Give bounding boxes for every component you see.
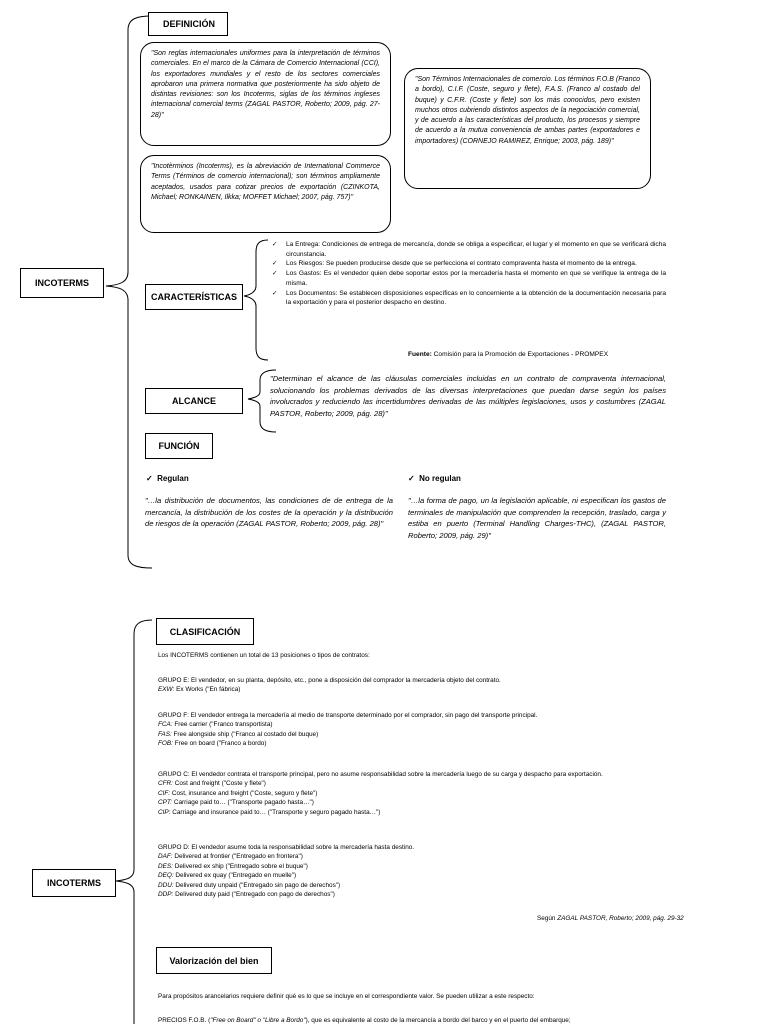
caracteristicas-label: CARACTERÍSTICAS bbox=[145, 284, 243, 310]
funcion-label: FUNCIÓN bbox=[145, 433, 213, 459]
caracteristica-documentos: ✓ Los Documentos: Se establecen disposiciones específicas en lo concerniente a la obtención de la documentación necesaria para la exportación y para el posterior despacho en destino. bbox=[272, 289, 666, 307]
definicion-quote-zagal: "Son reglas internacionales uniformes para la interpretación de términos comerciales. En el marco de la Cámara de Comercio Internacional (CCI), los exportadores mundiales y el resto de los sectores comerciales aprobaron una primera normativa que posteriormente ha sido objeto de distintas revisiones: son los Incoterms, siglas de los términos ingleses internacional comercial terms (ZAGAL PASTOR, Roberto; 2009, pág. 27-28)" bbox=[140, 42, 391, 146]
term-fas: FAS: Free alongside ship ("Franco al costado del buque) bbox=[158, 730, 319, 738]
check-icon: ✓ bbox=[272, 260, 278, 268]
grupo-e-title: GRUPO E: El vendedor, en su planta, depósito, etc., pone a disposición del comprador la mercadería objeto del contrato. bbox=[158, 677, 501, 684]
definicion-quote-cornejo: "Son Términos Internacionales de comercio. Los términos F.O.B (Franco a bordo), C.I.F. (Coste, seguro y flete), F.A.S. (Franco al costado del buque) y C.F.R. (Coste y flete) son los más conocidos, pero existen muchos otros cubriendo distintos aspectos de la negociación comercial, y de acuerdo a las características del producto, los procesos y siempre de acuerdo a la mutua conveniencia de ambas partes (exportadores e importadores) (CORNEJO RAMIREZ, Enrique; 2003, pág. 189)" bbox=[404, 68, 651, 189]
term-cif: CIF: Cost, insurance and freight ("Coste, seguro y flete") bbox=[158, 789, 318, 797]
caracteristicas-source: Fuente: Comisión para la Promoción de Exportaciones - PROMPEX bbox=[408, 351, 609, 358]
term-cip: CIP: Carriage and insurance paid to… ("Transporte y seguro pagado hasta…") bbox=[158, 808, 381, 816]
alcance-label: ALCANCE bbox=[145, 388, 243, 414]
check-icon: ✓ bbox=[272, 289, 278, 297]
alcance-quote: "Determinan el alcance de las cláusulas comerciales incluidas en un contrato de compraventa internacional, solucionando los problemas derivados de las diversas interpretaciones que puedan darse según los países involucrados y reduciendo las incertidumbres derivadas de las múltiples legislaciones, usos y costumbres (ZAGAL PASTOR, Roberto; 2009, pág. 28)" bbox=[270, 374, 666, 418]
incoterms-label-2: INCOTERMS bbox=[32, 869, 116, 897]
caracteristica-entrega: ✓ La Entrega: Condiciones de entrega de mercancía, donde se obliga a especificar, el lugar y el momento en que se verificará dicha circunstancia. bbox=[272, 241, 666, 258]
term-deq: DEQ: Delivered ex quay ("Entregado en muelle") bbox=[158, 872, 297, 880]
check-icon: ✓ bbox=[272, 270, 278, 278]
grupo-c-title: GRUPO C: El vendedor contrata el transporte principal, pero no asume responsabilidad sobre la mercadería luego de su carga y despacho para exportación. bbox=[158, 771, 603, 778]
caracteristicas-list bbox=[270, 240, 666, 308]
term-cfr: CFR: Cost and freight ("Coste y flete") bbox=[158, 780, 266, 788]
term-daf: DAF: Delivered at frontier ("Entregado en frontera") bbox=[158, 853, 303, 861]
grupo-d-title: GRUPO D: El vendedor asume toda la responsabilidad sobre la mercadería hasta destino. bbox=[158, 844, 415, 851]
regulan-heading: ✓ Regulan bbox=[146, 474, 189, 483]
grupo-f bbox=[158, 711, 718, 749]
check-icon: ✓ bbox=[146, 474, 153, 483]
check-icon: ✓ bbox=[272, 241, 278, 248]
incoterms-label: INCOTERMS bbox=[20, 268, 104, 298]
grupo-d bbox=[158, 843, 718, 899]
check-icon: ✓ bbox=[408, 474, 415, 483]
grupo-e bbox=[158, 676, 718, 695]
caracteristica-riesgos: ✓ Los Riesgos: Se pueden producirse desde que se perfecciona el contrato compraventa hasta el momento de la entrega. bbox=[272, 260, 637, 268]
no-regulan-heading: ✓ No regulan bbox=[408, 474, 461, 483]
grupo-c bbox=[158, 770, 718, 817]
regulan-text: "…la distribución de documentos, las condiciones de de entrega de la mercancía, la distribución de los costes de la operación y la distribución de riesgos de la operación (ZAGAL PASTOR, Roberto; 2009, pág. 28)" bbox=[145, 496, 393, 528]
definicion-quote-czinkota: "Incotèrminos (Incoterms), es la abreviación de International Commerce Terms (Términos de comercio internacional); son términos ampliamente aceptados, usados para cotizar precios de exportación (CZINKOTA, Michael; RONKAINEN, Ilkka; MOFFET Michael; 2007, pág. 757)" bbox=[140, 155, 391, 233]
clasificacion-intro: Los INCOTERMS contienen un total de 13 posiciones o tipos de contratos: bbox=[158, 652, 370, 659]
clasificacion-label: CLASIFICACIÓN bbox=[156, 618, 254, 645]
term-fca: FCA: Free carrier ("Franco transportista) bbox=[158, 721, 273, 729]
clasificacion-source: Según ZAGAL PASTOR, Roberto; 2009, pág. 29-32 bbox=[537, 915, 684, 922]
valorizacion-text: Para propósitos arancelarios requiere definir qué es lo que se incluye en el correspondiente valor. Se pueden utilizar a este respecto: bbox=[158, 993, 535, 1000]
valorizacion-label: Valorización del bien bbox=[156, 947, 272, 974]
term-exw: EXW: Ex Works ("En fábrica) bbox=[158, 686, 241, 694]
term-cpt: CPT: Carriage paid to… ("Transporte pagado hasta…") bbox=[158, 799, 314, 807]
no-regulan-text: "…la forma de pago, un la legislación aplicable, ni especifican los gastos de terminales de manipulación que comprenden la recepción, traslado, carga y estiba en puerto (Terminal Handling Charges-THC), (ZAGAL PASTOR, Roberto; 2009, pág. 29)" bbox=[408, 496, 666, 540]
term-fob: FOB: Free on board ("Franco a bordo) bbox=[158, 740, 267, 748]
definicion-label: DEFINICIÓN bbox=[148, 12, 228, 36]
term-ddp: DDP: Delivered duty paid ("Entregado con pago de derechos") bbox=[158, 891, 335, 899]
caracteristica-gastos: ✓ Los Gastos: Es el vendedor quien debe soportar estos por la mercadería hasta el momento en que se verifique la entrega de la misma. bbox=[272, 270, 666, 287]
grupo-f-title: GRUPO F: El vendedor entrega la mercadería al medio de transporte determinado por el comprador, sin pago del transporte principal. bbox=[158, 712, 538, 719]
term-ddu: DDU: Delivered duty unpaid ("Entregado sin pago de derechos") bbox=[158, 881, 341, 889]
valorizacion-fob: PRECIOS F.O.B. ("Free on Board" o "Libre a Bordo"), que es equivalente al costo de la mercancía a bordo del barco y en el puerto del embarque; bbox=[158, 1017, 571, 1024]
term-des: DES: Delivered ex ship ("Entregado sobre el buque") bbox=[158, 862, 308, 870]
